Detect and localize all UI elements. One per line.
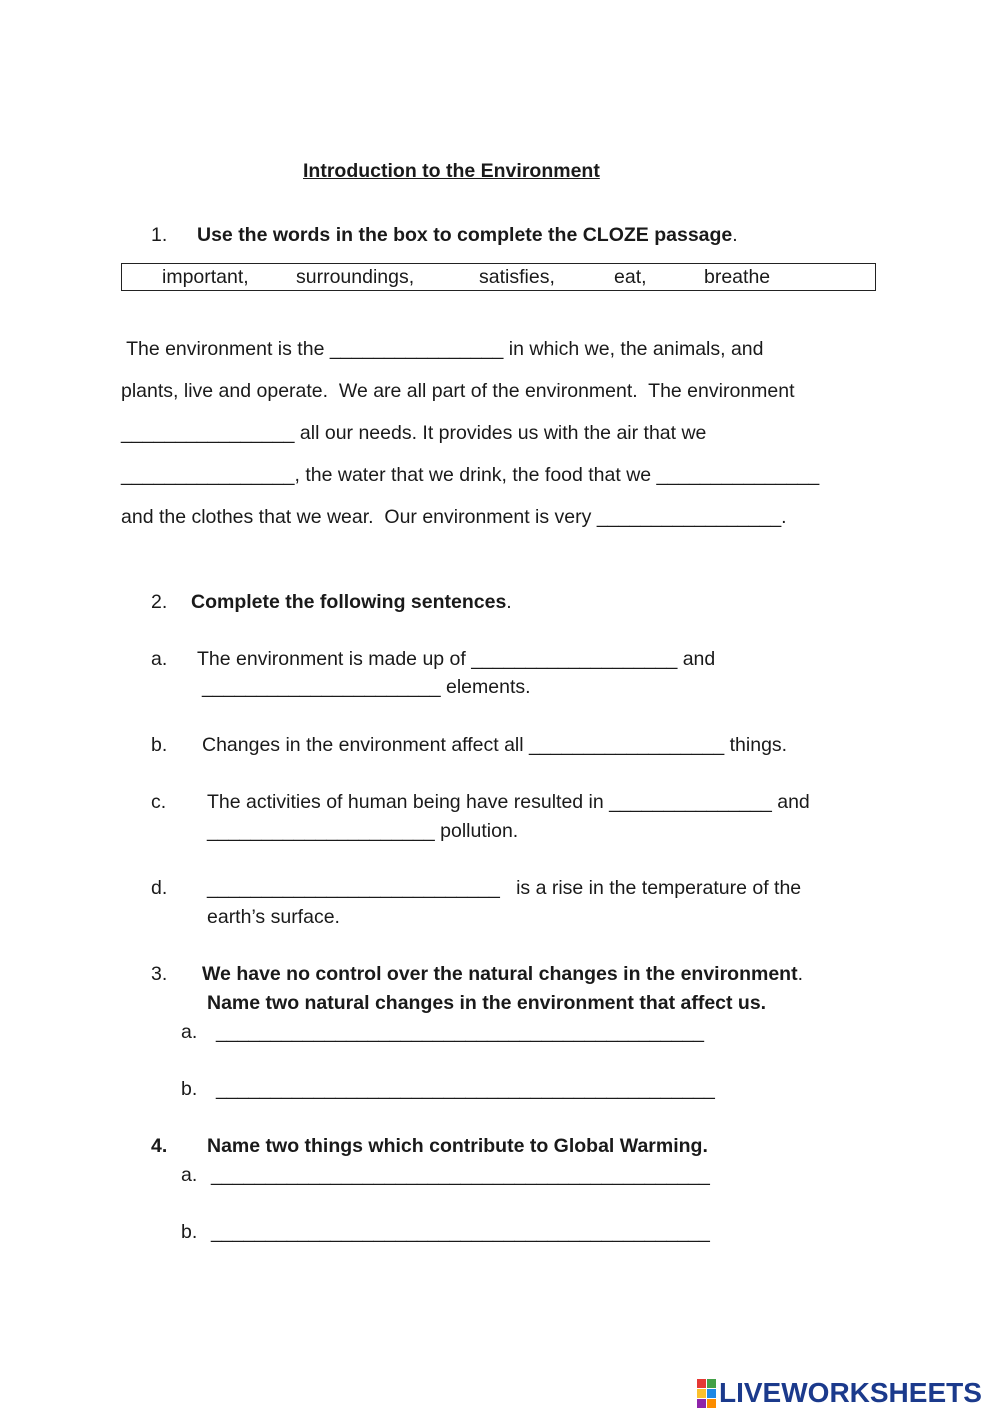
- logo-block: [697, 1399, 706, 1408]
- q3-line1: [202, 963, 803, 986]
- logo-block: [707, 1379, 716, 1388]
- q1-instruction-period: .: [732, 224, 738, 246]
- q2c-label: c.: [151, 791, 167, 813]
- q3-line2: Name two natural changes in the environment that affect us.: [207, 992, 767, 1014]
- cloze-passage-line: ________________ all our needs. It provides us with the air that we: [121, 422, 707, 444]
- q3-number: 3.: [151, 963, 168, 985]
- word-bank-item: breathe: [704, 266, 771, 288]
- q1-instruction-text: Use the words in the box to complete the CLOZE passage: [197, 224, 733, 246]
- q4-instruction: Name two things which contribute to Global Warming.: [207, 1135, 708, 1157]
- cloze-passage-line: plants, live and operate. We are all part of the environment. The environment: [121, 380, 795, 402]
- q2-instruction-text: Complete the following sentences: [191, 591, 507, 613]
- logo-block: [697, 1379, 706, 1388]
- q3-line1-period: .: [797, 963, 804, 985]
- word-bank-box: [121, 263, 876, 291]
- liveworksheets-logo: [697, 1378, 982, 1408]
- q2a-label: a.: [151, 648, 168, 670]
- q2d-label: d.: [151, 877, 168, 899]
- q2d-line2: earth’s surface.: [207, 906, 340, 928]
- q4b-answer-line: ______________________________________________: [211, 1221, 710, 1243]
- q2-instruction-period: .: [506, 591, 512, 613]
- logo-block: [707, 1389, 716, 1398]
- cloze-passage-line: ________________, the water that we drink, the food that we _______________: [121, 464, 820, 486]
- q2c-line2: _____________________ pollution.: [207, 820, 519, 842]
- q2b-label: b.: [151, 734, 168, 756]
- word-bank-item: surroundings,: [296, 266, 415, 288]
- q2-instruction: [191, 591, 512, 614]
- word-bank-item: eat,: [614, 266, 647, 288]
- q3a-answer-line: _____________________________________________: [216, 1021, 705, 1043]
- q4b-label: b.: [181, 1221, 198, 1243]
- q2b-line1: Changes in the environment affect all __________________ things.: [202, 734, 788, 756]
- q1-number: 1.: [151, 224, 168, 246]
- q2d-line1: ___________________________ is a rise in the temperature of the: [207, 877, 802, 899]
- logo-block: [707, 1399, 716, 1408]
- cloze-passage-line: and the clothes that we wear. Our environment is very _________________.: [121, 506, 787, 528]
- logo-text: LIVEWORKSHEETS: [719, 1377, 982, 1408]
- logo-block: [697, 1389, 706, 1398]
- q2a-line1: The environment is made up of ___________________ and: [197, 648, 716, 670]
- q2-number: 2.: [151, 591, 168, 613]
- q3b-label: b.: [181, 1078, 198, 1100]
- q2c-line1: The activities of human being have resulted in _______________ and: [207, 791, 810, 813]
- q4a-answer-line: ______________________________________________: [211, 1164, 710, 1186]
- cloze-passage-line: The environment is the ________________ in which we, the animals, and: [121, 338, 764, 360]
- q2a-line2: ______________________ elements.: [202, 676, 531, 698]
- q4-number: 4.: [151, 1135, 168, 1157]
- page-title: Introduction to the Environment: [303, 160, 600, 182]
- q1-instruction: [197, 224, 738, 247]
- q3-line1-text: We have no control over the natural changes in the environment: [202, 963, 798, 985]
- word-bank-item: important,: [162, 266, 249, 288]
- q4a-label: a.: [181, 1164, 198, 1186]
- logo-blocks-icon: [697, 1379, 716, 1408]
- q3b-answer-line: ______________________________________________: [216, 1078, 715, 1100]
- word-bank-item: satisfies,: [479, 266, 555, 288]
- q3a-label: a.: [181, 1021, 198, 1043]
